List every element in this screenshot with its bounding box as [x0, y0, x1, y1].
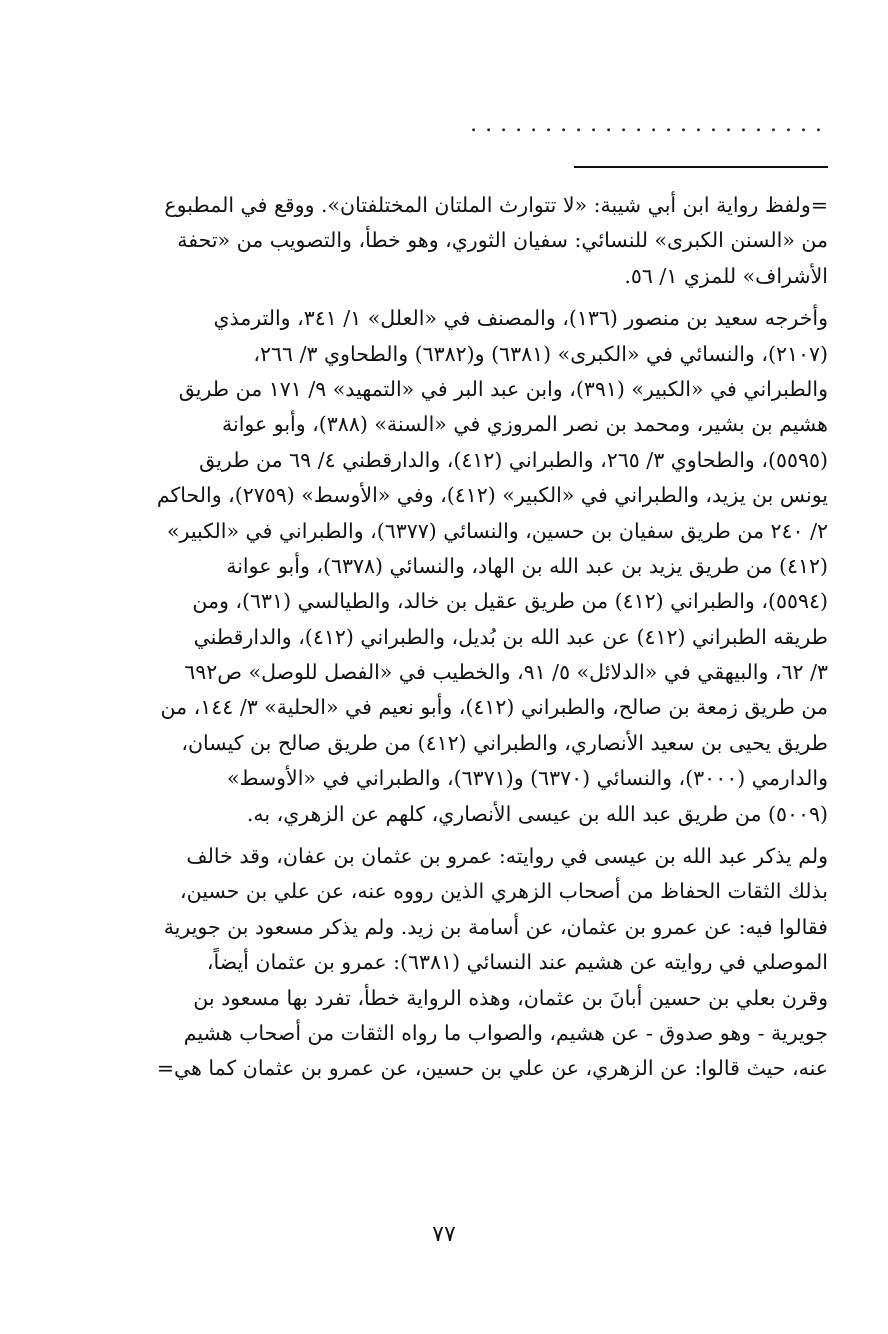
text-line: الموصلي في روايته عن هشيم عند النسائي (٦٣٨١): عمرو بن عثمان أيضاً،	[206, 950, 828, 975]
text-line: وأخرجه سعيد بن منصور (١٣٦)، والمصنف في «العلل» ١/ ٣٤١، والترمذي	[213, 306, 828, 331]
text-line: يونس بن يزيد، والطبراني في «الكبير» (٤١٢)، وفي «الأوسط» (٢٧٥٩)، والحاكم	[156, 483, 828, 508]
paragraph-gap	[126, 294, 828, 301]
text-line: والطبراني في «الكبير» (٣٩١)، وابن عبد البر في «التمهيد» ٩/ ١٧١ من طريق	[178, 376, 828, 401]
text-line: من «السنن الكبرى» للنسائي: سفيان الثوري، وهو خطأ، والتصويب من «تحفة	[177, 228, 828, 253]
text-line: (٥٠٠٩) من طريق عبد الله بن عيسى الأنصاري، كلهم عن الزهري، به.	[246, 801, 828, 826]
footnote-rule	[574, 166, 828, 168]
paragraph-3	[126, 839, 828, 1087]
text-line: وقرن بعلي بن حسين أبانَ بن عثمان، وهذه الرواية خطأ، تفرد بها مسعود بن	[193, 985, 828, 1010]
text-line: (٤١٢) من طريق يزيد بن عبد الله بن الهاد، والنسائي (٦٣٧٨)، وأبو عوانة	[226, 553, 828, 578]
text-line: بذلك الثقات الحفاظ من أصحاب الزهري الذين رووه عنه، عن علي بن حسين،	[180, 879, 828, 904]
text-line: طريق يحيى بن سعيد الأنصاري، والطبراني (٤١٢) من طريق صالح بن كيسان،	[181, 730, 828, 755]
text-line: عنه، حيث قالوا: عن الزهري، عن علي بن حسين، عن عمرو بن عثمان كما هي=	[156, 1056, 828, 1081]
text-line: ٣/ ٦٢، والبيهقي في «الدلائل» ٥/ ٩١، والخطيب في «الفصل للوصل» ص٦٩٢	[184, 660, 828, 685]
paragraph-2	[126, 301, 828, 832]
text-line: والدارمي (٣٠٠٠)، والنسائي (٦٣٧٠) و(٦٣٧١)، والطبراني في «الأوسط»	[226, 766, 828, 791]
page-number: ٧٧	[432, 1222, 456, 1247]
paragraph-1	[126, 188, 828, 294]
footnote-text	[126, 188, 828, 1228]
text-line: طريقه الطبراني (٤١٢) عن عبد الله بن بُديل، والطبراني (٤١٢)، والدارقطني	[193, 624, 828, 649]
text-line: ولم يذكر عبد الله بن عيسى في روايته: عمرو بن عثمان بن عفان، وقد خالف	[186, 844, 828, 869]
text-line: =ولفظ رواية ابن أبي شيبة: «لا تتوارث الملتان المختلفتان». ووقع في المطبوع	[164, 193, 828, 217]
text-line: ٢/ ٢٤٠ من طريق سفيان بن حسين، والنسائي (٦٣٧٧)، والطبراني في «الكبير»	[167, 518, 828, 543]
text-line: (٥٥٩٤)، والطبراني (٤١٢) من طريق عقيل بن خالد، والطيالسي (٦٣١)، ومن	[192, 589, 828, 614]
text-line: الأشراف» للمزي ١/ ٥٦.	[624, 263, 828, 288]
paragraph-gap	[126, 832, 828, 839]
text-line: من طريق زمعة بن صالح، والطبراني (٤١٢)، وأبو نعيم في «الحلية» ٣/ ١٤٤، من	[160, 695, 828, 720]
text-line: فقالوا فيه: عن عمرو بن عثمان، عن أسامة بن زيد. ولم يذكر مسعود بن جويرية	[163, 914, 828, 939]
text-line: هشيم بن بشير، ومحمد بن نصر المروزي في «السنة» (٣٨٨)، وأبو عوانة	[222, 412, 828, 437]
text-line: (٢١٠٧)، والنسائي في «الكبرى» (٦٣٨١) و(٦٣٨٢) والطحاوي ٣/ ٢٦٦،	[253, 341, 828, 366]
text-line: (٥٥٩٥)، والطحاوي ٣/ ٢٦٥، والطبراني (٤١٢)، والدارقطني ٤/ ٦٩ من طريق	[199, 447, 828, 472]
text-line: جويرية - وهو صدوق - عن هشيم، والصواب ما رواه الثقات من أصحاب هشيم	[183, 1020, 828, 1045]
dotted-separator: ........................	[470, 112, 830, 132]
